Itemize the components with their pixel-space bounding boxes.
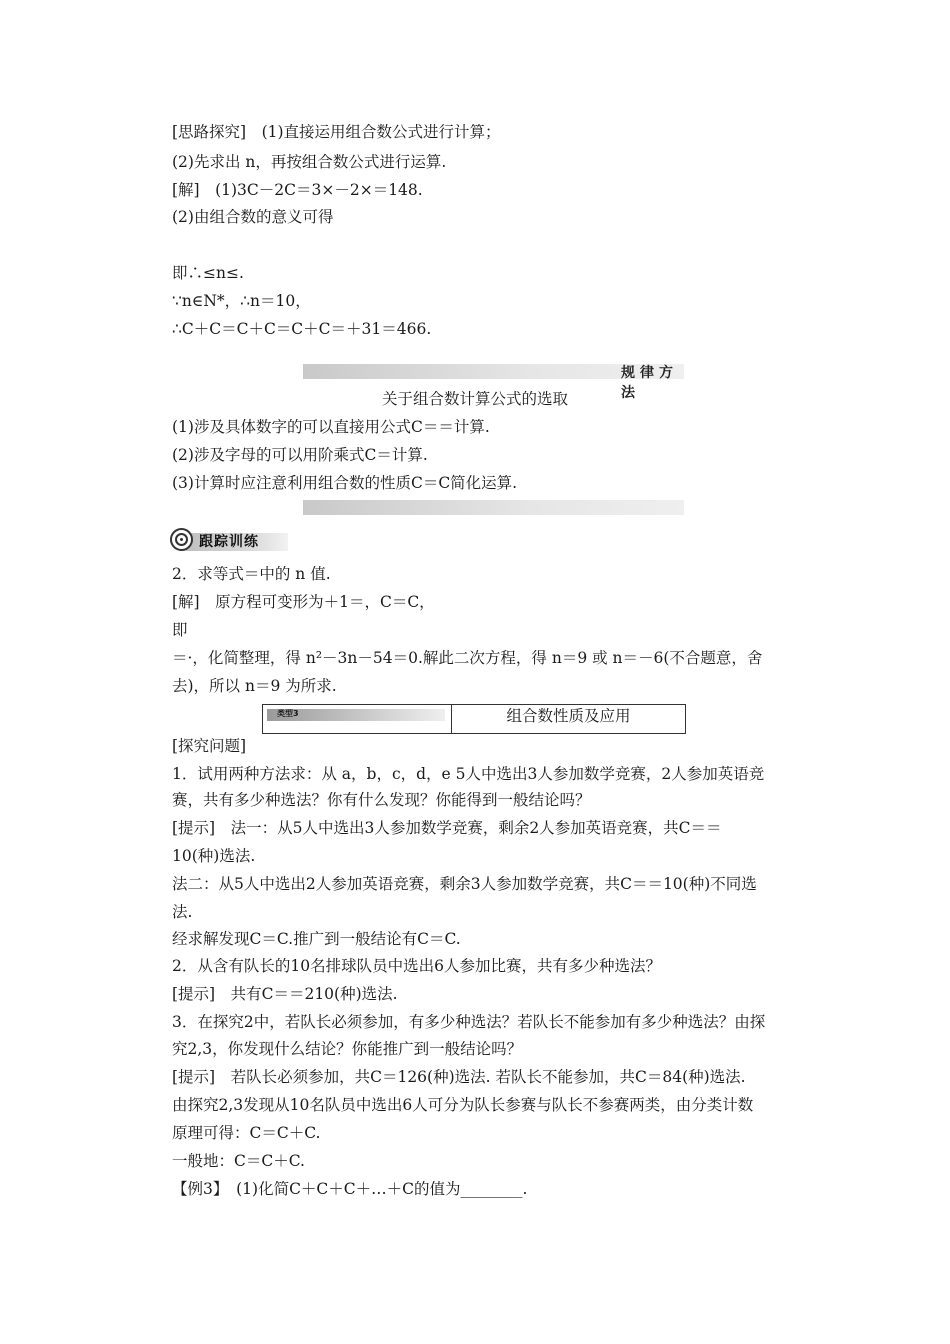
explore-hint3-line-3: 原理可得：C＝C＋C. bbox=[172, 1124, 321, 1142]
rule-heading: 关于组合数计算公式的选取 bbox=[381, 390, 568, 408]
explore-q2: 2．从含有队长的10名排球队员中选出6人参加比赛，共有多少种选法？ bbox=[172, 957, 661, 975]
solution-line-1: [解] (1)3C－2C＝3×－2×＝148. bbox=[172, 181, 423, 199]
tracking-question: 2．求等式＝中的 n 值. bbox=[172, 565, 331, 583]
explore-header: [探究问题] bbox=[172, 737, 247, 755]
solution-line-3: 即∴≤n≤. bbox=[172, 264, 244, 282]
type-tag bbox=[267, 709, 445, 721]
explore-hint3-line-2: 由探究2,3发现从10名队员中选出6人可分为队长参赛与队长不参赛两类，由分类计数 bbox=[172, 1096, 754, 1114]
type-title: 组合数性质及应用 bbox=[506, 707, 631, 725]
solution-line-4: ∵n∈N*，∴n＝10， bbox=[172, 292, 311, 310]
explore-q1-line-2: 赛，共有多少种选法？你有什么发现？你能得到一般结论吗？ bbox=[172, 791, 591, 809]
example-3: 【例3】 (1)化简C＋C＋C＋…＋C的值为________. bbox=[172, 1180, 528, 1198]
rule-item-3: (3)计算时应注意利用组合数的性质C＝C简化运算. bbox=[172, 474, 518, 492]
thinking-line: [思路探究] (1)直接运用组合数公式进行计算； bbox=[172, 123, 501, 141]
solution-line-5: ∴C＋C＝C＋C＝C＋C＝＋31＝466. bbox=[172, 320, 432, 338]
thinking-line-2: (2)先求出 n，再按组合数公式进行运算. bbox=[172, 153, 447, 171]
type-tag-label: 类型3 bbox=[277, 709, 299, 718]
target-icon bbox=[170, 528, 193, 551]
rule-item-1: (1)涉及具体数字的可以直接用公式C＝＝计算. bbox=[172, 418, 490, 436]
tracking-answer-3: ＝·，化简整理，得 n²－3n－54＝0.解此二次方程，得 n＝9 或 n＝－6(不合题意，舍 bbox=[172, 649, 763, 667]
solution-line-2: (2)由组合数的意义可得 bbox=[172, 208, 334, 226]
explore-hint1-line-1: [提示] 法一：从5人中选出3人参加数学竞赛，剩余2人参加英语竞赛，共C＝＝ bbox=[172, 819, 722, 837]
explore-hint2: [提示] 共有C＝＝210(种)选法. bbox=[172, 985, 398, 1003]
explore-q3-line-1: 3．在探究2中，若队长必须参加，有多少种选法？若队长不能参加有多少种选法？由探 bbox=[172, 1013, 766, 1031]
explore-hint1-line-2: 10(种)选法. bbox=[172, 847, 256, 865]
tracking-label: 跟踪训练 bbox=[199, 534, 259, 550]
explore-q3-line-2: 究2,3，你发现什么结论？你能推广到一般结论吗？ bbox=[172, 1040, 523, 1058]
rule-title: 规律方法 bbox=[621, 365, 678, 401]
explore-hint1-line-5: 经求解发现C＝C.推广到一般结论有C＝C. bbox=[172, 930, 461, 948]
explore-hint3-line-4: 一般地：C＝C＋C. bbox=[172, 1152, 305, 1170]
rule-item-2: (2)涉及字母的可以用阶乘式C＝计算. bbox=[172, 446, 428, 464]
tracking-answer-4: 去)，所以 n＝9 为所求. bbox=[172, 677, 337, 695]
explore-hint1-line-3: 法二：从5人中选出2人参加英语竞赛，剩余3人参加数学竞赛，共C＝＝10(种)不同选 bbox=[172, 875, 757, 893]
explore-hint3-line-1: [提示] 若队长必须参加，共C＝126(种)选法. 若队长不能参加，共C＝84(种)选法. bbox=[172, 1068, 746, 1086]
explore-q1-line-1: 1．试用两种方法求：从 a，b，c，d，e 5人中选出3人参加数学竞赛，2人参加英语竞 bbox=[172, 765, 765, 783]
tracking-answer-1: [解] 原方程可变形为＋1＝，C＝C， bbox=[172, 593, 435, 611]
rule-bottom-band bbox=[303, 500, 684, 515]
type-tag-cell bbox=[263, 705, 452, 733]
explore-hint1-line-4: 法. bbox=[172, 903, 193, 921]
tracking-answer-2: 即 bbox=[172, 621, 188, 639]
type-box bbox=[262, 704, 686, 734]
tracking-badge bbox=[170, 528, 288, 553]
